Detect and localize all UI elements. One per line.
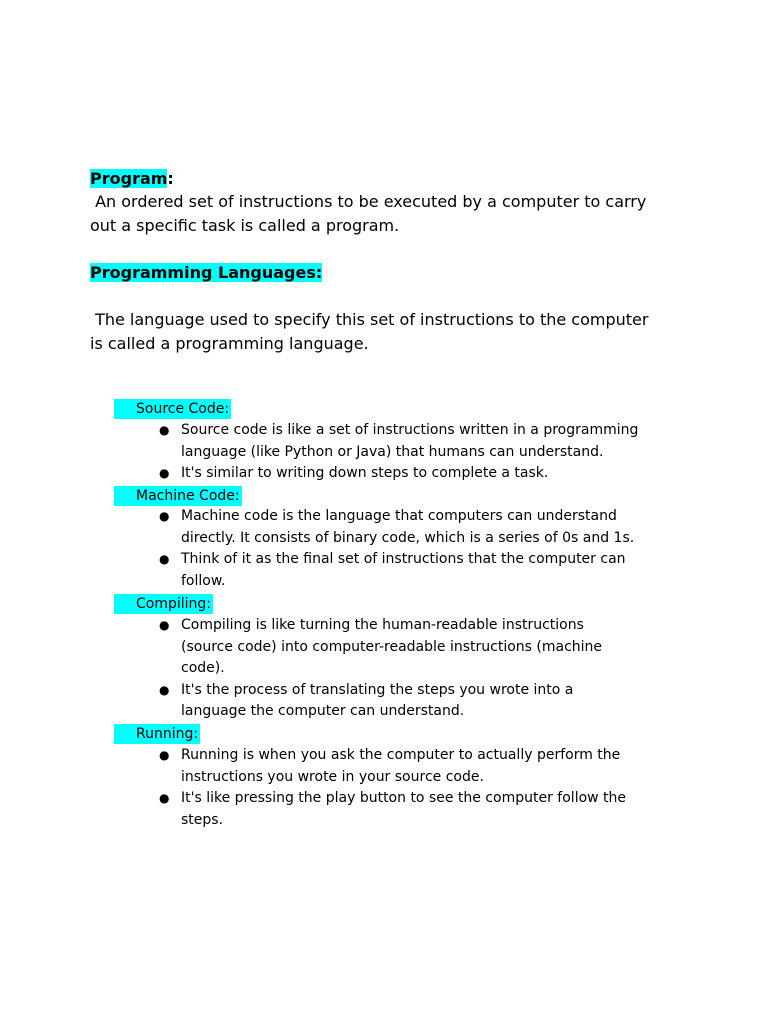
- running-bullets: [0, 745, 768, 831]
- bullet-text-line: Think of it as the final set of instructions that the computer can: [181, 551, 626, 567]
- bullet-text-line: steps.: [181, 811, 224, 828]
- term-compiling: Compiling:: [114, 594, 213, 614]
- bullet-text-line: Running is when you ask the computer to actually perform the: [181, 747, 621, 763]
- bullet-icon: ●: [159, 748, 170, 762]
- machine-code-bullets: [0, 506, 768, 592]
- bullet-icon: ●: [159, 509, 170, 523]
- list-item: [0, 420, 768, 463]
- bullet-text-line: directly. It consists of binary code, which is a series of 0s and 1s.: [181, 529, 635, 546]
- bullet-text-line: It's similar to writing down steps to complete a task.: [181, 465, 549, 481]
- program-definition: [90, 190, 690, 238]
- term-machine-code: Machine Code:: [114, 486, 242, 506]
- program-heading-colon: :: [167, 169, 174, 188]
- bullet-text-line: follow.: [181, 572, 226, 589]
- bullet-icon: ●: [159, 618, 170, 632]
- programming-languages-heading-text: Programming Languages:: [90, 263, 323, 282]
- bullet-icon: ●: [159, 682, 170, 697]
- list-item: [0, 788, 768, 831]
- term-source-code: Source Code:: [114, 399, 231, 419]
- bullet-text-line: It's the process of translating the steps you wrote into a: [181, 681, 574, 698]
- bullet-text-line: instructions you wrote in your source code.: [181, 768, 484, 785]
- bullet-icon: ●: [159, 791, 170, 805]
- programming-languages-heading: [90, 262, 322, 284]
- source-code-bullets: [0, 420, 768, 485]
- list-item: [0, 506, 768, 549]
- bullet-text-line: (source code) into computer-readable instructions (machine: [181, 638, 603, 655]
- bullet-icon: ●: [159, 466, 170, 480]
- programming-languages-definition: [90, 308, 690, 356]
- bullet-text-line: Compiling is like turning the human-readable instructions: [181, 617, 584, 633]
- program-definition-line: out a specific task is called a program.: [90, 216, 400, 235]
- term-running: Running:: [114, 724, 200, 744]
- bullet-text-line: code).: [181, 660, 225, 676]
- bullet-text-line: It's like pressing the play button to see the computer follow the: [181, 790, 627, 806]
- program-heading-text: Program: [90, 169, 168, 188]
- bullet-text-line: language (like Python or Java) that humans can understand.: [181, 443, 604, 460]
- programming-languages-definition-line: is called a programming language.: [90, 334, 369, 353]
- program-heading: [90, 168, 174, 190]
- list-item: [0, 745, 768, 788]
- program-definition-line: An ordered set of instructions to be executed by a computer to carry: [90, 192, 647, 211]
- bullet-icon: ●: [159, 552, 170, 566]
- bullet-text-line: language the computer can understand.: [181, 703, 465, 719]
- bullet-text-line: Machine code is the language that computers can understand: [181, 508, 617, 524]
- bullet-icon: ●: [159, 423, 170, 437]
- list-item: [0, 463, 768, 485]
- programming-languages-definition-line: The language used to specify this set of instructions to the computer: [90, 310, 649, 329]
- list-item: [0, 680, 768, 723]
- list-item: [0, 615, 768, 680]
- list-item: [0, 549, 768, 592]
- compiling-bullets: [0, 615, 768, 723]
- bullet-text-line: Source code is like a set of instructions written in a programming: [181, 422, 639, 438]
